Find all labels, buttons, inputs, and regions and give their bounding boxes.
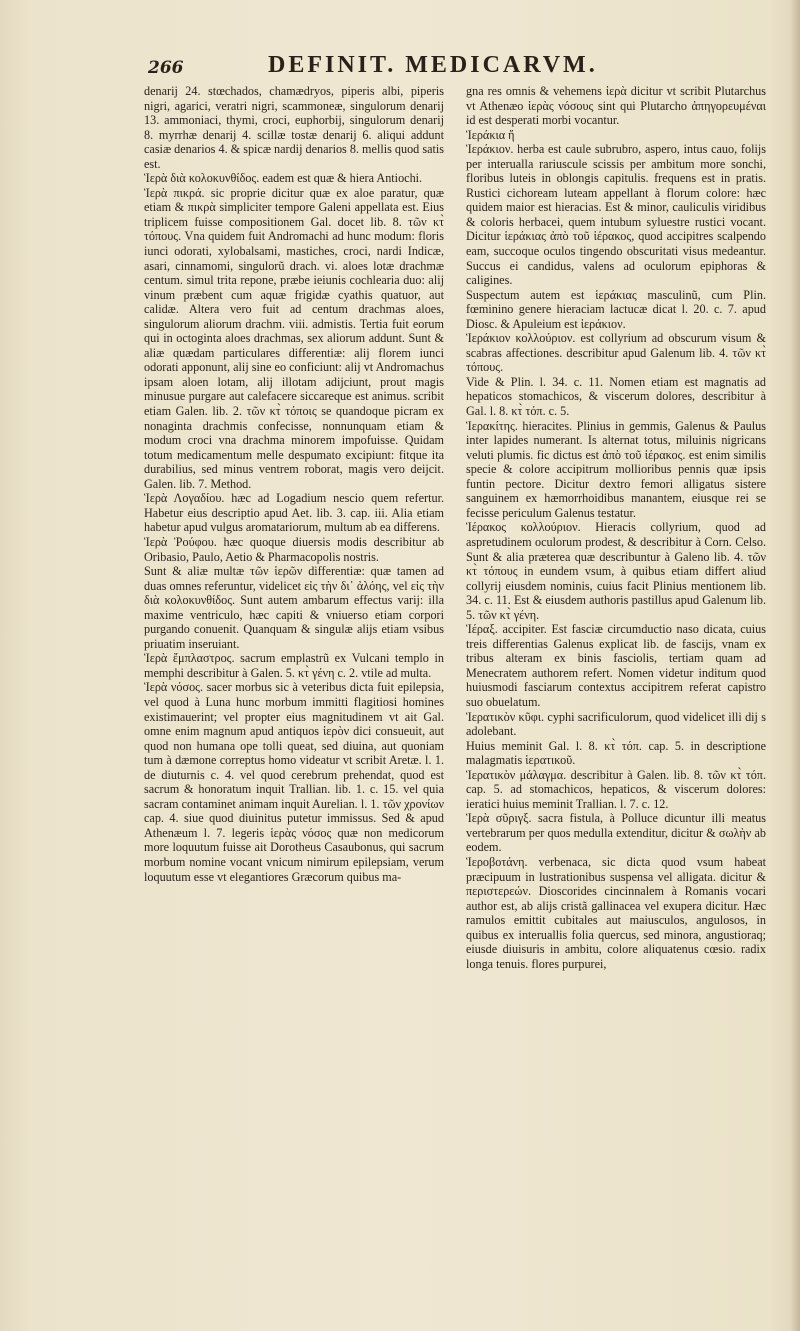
entry-paragraph: Ἱερὰ ἔμπλαστρος. sacrum emplastrũ ex Vulcani templo in memphi describitur à Galen. 5. κτ̀ γένη c. 2. vtile ad multa. xyxy=(144,651,444,680)
entry-paragraph: Ἱερὰ διὰ κολοκυνθίδος. eadem est quæ & hiera Antiochi. xyxy=(144,171,423,186)
page-edge-shadow xyxy=(790,0,800,1331)
entry-paragraph: Ἱερατικὸν μάλαγμα. describitur à Galen. lib. 8. τῶν κτ̀ τόπ. cap. 5. ad stomachicos, hepaticos, & viscerum dolores: ieratici huius meminit Trallian. l. 7. c. 12. xyxy=(466,767,766,811)
entry-paragraph: denarij 24. stœchados, chamædryos, piperis albi, piperis nigri, agarici, veratri nigri, scammoneæ, singulorum denarij 13. ammoniaci, thymi, croci, euphorbij, singulorum denarij 8. myrrhæ denarij 4. scillæ tostæ denarij 6. aliqui addunt casiæ denarios 4. & spicæ nardij denarios 8. mellis quod satis est. xyxy=(144,84,444,171)
entry-paragraph: Ἱερὰ Λογαδίου. hæc ad Logadium nescio quem refertur. Habetur eius descriptio apud Aet. lib. 3. cap. iii. Alia etiam habetur apud vulgus aromatariorum, multum ab ea differens. xyxy=(144,491,444,535)
entry-paragraph: gna res omnis & vehemens ἱερὰ dicitur vt scribit Plutarchus vt Athenæo ἱερὰς νόσους sint qui Plutarcho ἀπηγορευμέναι id est desperati morbi vocantur. xyxy=(466,84,766,128)
entry-paragraph: Ἱερακίτης. hieracites. Plinius in gemmis, Galenus & Paulus inter lapides numerant. Is alternat totus, miluinis nigricans veluti plumis. fic dictus est ἀπὸ τοῦ ἱέρακος. est enim similis specie & colore accipitrum mollioribus pennis quæ ipsis funtin pectore. Dicitur dextro femori alligatus sistere sanguinem ex hæmorrhoidibus manantem, eiusque rei se fecisse periculum Galenus testatur. xyxy=(466,418,766,520)
entry-paragraph: Sunt & aliæ multæ τῶν ἱερῶν differentiæ: quæ tamen ad duas omnes referuntur, videlicet εἰς τὴν δι᾽ ἀλόης, vel εἰς τὴν διὰ κολοκυνθίδος. Sunt autem ambarum effectus varij: illa maxime ventriculo, hæc capiti & vniuerso etiam corpori purgando conuenit. Quanquam & singulæ alijs etiam vsibus priuatim inseruiant. xyxy=(144,564,444,651)
entry-paragraph: Ἱεράκια ἤ xyxy=(466,127,515,142)
entry-paragraph: Ἱερὰ Ῥούφου. hæc quoque diuersis modis describitur ab Oribasio, Paulo, Aetio & Pharmacopolis nostris. xyxy=(144,534,444,564)
entry-paragraph: Ἱέρακος κολλούριον. Hieracis collyrium, quod ad aspretudinem oculorum prodest, & describitur à Corn. Celso. Sunt & alia præterea quæ describuntur à Galeno lib. 4. τῶν κτ̀ τόπους in eundem vsum, à quibus etiam differt aliud collyrij eiusdem nominis, cuius facit Plinius mentionem lib. 34. c. 11. Est & eiusdem authoris pastillus apud Galenum lib. 5. τῶν κτ̀ γένη. xyxy=(466,520,766,622)
left-column xyxy=(144,84,444,884)
entry-paragraph: Ἱεράκιον. herba est caule subrubro, aspero, intus cauo, folijs per interualla rariuscule scissis per ambitum more sonchi, floribus luteis in oblongis capitulis. frequens est in pratis. Rustici cichoream luteam appellant à florum colore: hæc quidem maior est hieracias. Est & minor, cauliculis viridibus & coloris herbacei, quem intubum syluestre rustici vocant. Dicitur ἱεράκιας ἀπὸ τοῦ ἱέρακος, quod accipitres scalpendo eam, succoque oculos tingendo obscuritati visus medeantur. Succus ei candidus, valens ad oculorum epiphoras & caligines. xyxy=(466,142,766,288)
entry-paragraph: Ἱερὰ νόσος. sacer morbus sic à veteribus dicta fuit epilepsia, vel quod à Luna hunc morbum immitti flagitiosi homines existimauerint; vel propter eius magnitudinem vt ait Gal. omne enim magnum apud antiquos ἱερὸν dici consueuit, aut quod non humana ope tolli queat, sed diuina, aut quoniam tum à dæmone correptus homo videatur vt scribit Aretæ. l. 1. de diuturnis c. 4. vel quod cerebrum prehendat, quod est sacrum & honoratum inquit Trallian. lib. 1. c. 15. vel quia sacram contaminet animam inquit Aurelian. l. 1. τῶν χρονίων cap. 4. siue quod diuinitus putetur immissus. Sed & apud Athenæum l. 7. legeris ἱερὰς νόσος quæ non medicorum more loquutum fuisse ait Dorotheus Casaubonus, qui sacrum morbum nomine vocant vnicum nimirum epilepsiam, verum loquutum esse vt elegantiores Græcorum quibus ma- xyxy=(144,680,444,884)
entry-paragraph: Ἱέραξ. accipiter. Est fasciæ circumductio naso dicata, cuius treis differentias Galenus explicat lib. de fascijs, vnam ex tribus alteram ex binis fasciolis, tertiam quam ad Menecratem authorem refert. Nomen videtur inditum quod huiusmodi fasciarum contextus accipitrem referat capistro suo obuelatum. xyxy=(466,622,766,709)
entry-paragraph: Vide & Plin. l. 34. c. 11. Nomen etiam est magnatis ad hepaticos stomachicos, & viscerum dolores, describitur à Gal. l. 8. κτ̀ τόπ. c. 5. xyxy=(466,374,766,419)
entry-paragraph: Ἱερὰ πικρά. sic proprie dicitur quæ ex aloe paratur, quæ etiam & πικρὰ simpliciter tempore Galeni appellata est. Eius triplicem fuisse compositionem Gal. docet lib. 8. τῶν κτ̀ τόπους. Vna quidem fuit Andromachi ad hunc modum: floris iunci odorati, xylobalsami, mastiches, croci, nardi Indicæ, asari, cinnamomi, singulorũ drach. vi. aloes lotæ drachmæ centum. simul trita repone, præbe ieiunis cochlearia duo: alij vinum præbent cum aquæ frigidæ cyathis quatuor, aut calidæ. Altera vero fuit ad centum drachmas aloes, singulorum aliorum drachm. viii. admistis. Tertia fuit eorum qui in octoginta aloes drachmas, sex aliorum addunt. Sunt & aliæ quædam particulares differentiæ: alij florem iunci odorati apponunt, alij sine eo conficiunt: alij vt Andromachus ipsam aloen lotam, alij illotam adijciunt, prout magis minusue purgare aut calefacere siccareque est animus. scribit etiam Galen. lib. 2. τῶν κτ̀ τόποις se quandoque picram ex nonaginta drachmis confecisse, nonnunquam etiam & modum croci vna drachma minorem impofuisse. Quidam totum medicamentum melle despumato excipiunt: fitque ita durabilius, sed minus ventrem roborat, magis vero deijcit. Galen. lib. 7. Method. xyxy=(144,185,444,491)
page-header xyxy=(0,52,800,86)
right-column xyxy=(466,84,766,971)
entry-paragraph: Ἱεροβοτάνη. verbenaca, sic dicta quod vsum habeat præcipuum in lustrationibus suspensa vel alligata. dicitur & περιστερεών. Dioscorides cincinnalem à Romanis vocari author est, ab alijs cristã gallinacea vel exupera dicitur. Hæc ramulos emittit cubitales aut maiusculos, angulosos, in quibus ex interuallis folia quercus, sed minora, angustioraq; eiusde diuisuris in ambitu, colore aliquatenus cœsio. radix longa tenuis. flores purpurei, xyxy=(466,854,766,971)
entry-paragraph: Ἱερατικὸν κῦφι. cyphi sacrificulorum, quod videlicet illi dij s adolebant. xyxy=(466,709,766,739)
entry-paragraph: Ἱερὰ σῦριγξ. sacra fistula, à Polluce dicuntur illi meatus vertebrarum per quos medulla extenditur, dicitur & σωλὴν ab eodem. xyxy=(466,811,766,855)
running-head: DEFINIT. MEDICARVM. xyxy=(268,52,598,78)
entry-paragraph: Huius meminit Gal. l. 8. κτ̀ τόπ. cap. 5. in descriptione malagmatis ἱερατικοῦ. xyxy=(466,738,766,768)
entry-paragraph: Suspectum autem est ἱεράκιας masculinũ, cum Plin. fœminino genere hieraciam lactucæ dicat l. 20. c. 7. apud Diosc. & Apuleium est ἱεράκιον. xyxy=(466,287,766,331)
page-number: 266 xyxy=(148,58,184,78)
entry-paragraph: Ἱεράκιον κολλούριον. est collyrium ad obscurum visum & scabras affectiones. describitur apud Galenum lib. 4. τῶν κτ̀ τόπους. xyxy=(466,331,766,375)
